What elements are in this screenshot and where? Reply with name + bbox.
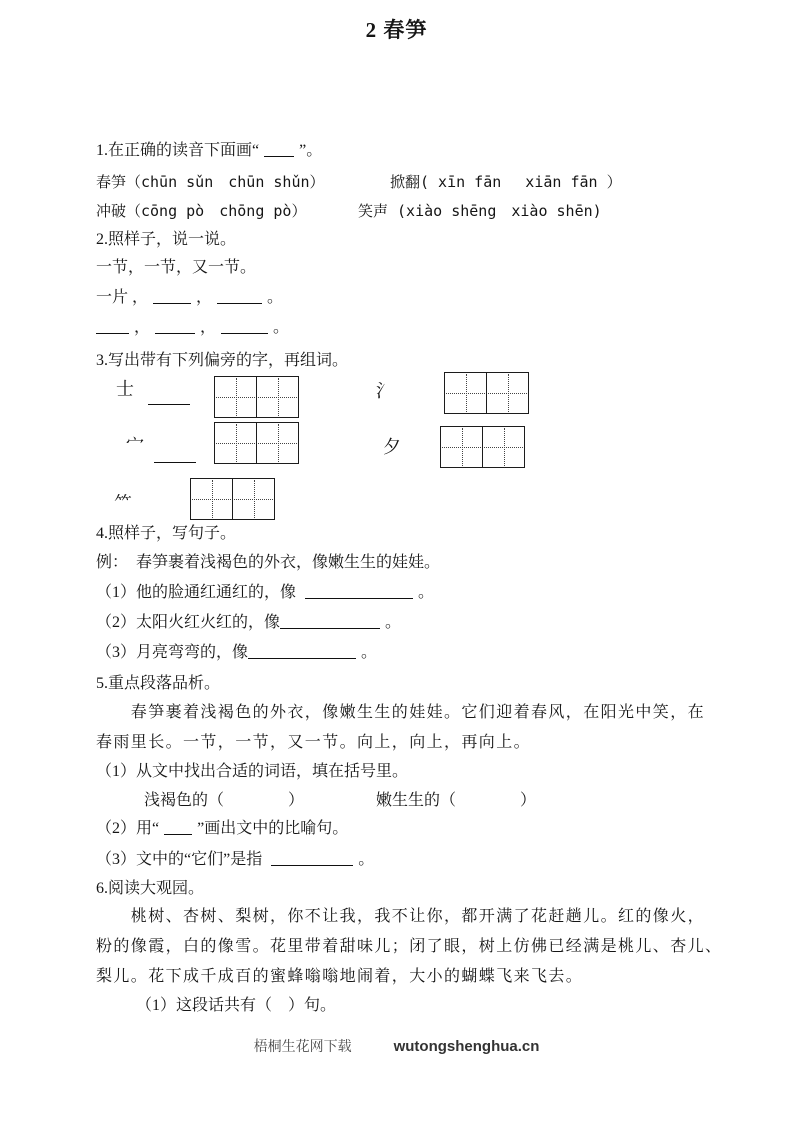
answer-blank bbox=[217, 288, 262, 304]
grid-cell bbox=[256, 377, 298, 417]
q2-prompt: 2.照样子，说一说。 bbox=[96, 231, 237, 248]
grid-cell bbox=[445, 373, 486, 413]
radical-shi: 士 bbox=[116, 379, 134, 399]
answer-line bbox=[148, 404, 190, 405]
q2-line2-end: 。 bbox=[273, 319, 290, 336]
q1-word-xianfan: 掀翻( xīn fān xiān fān ） bbox=[390, 173, 622, 191]
radical-mian: 宀 bbox=[126, 435, 144, 455]
q4-item2-text: （2）太阳火红火红的，像 bbox=[96, 614, 281, 631]
q5-prompt: 5.重点段落品析。 bbox=[96, 675, 221, 692]
grid-cell bbox=[256, 423, 298, 463]
writing-grid bbox=[440, 426, 525, 468]
q6-passage-line-3: 梨儿。花下成千成百的蜜蜂嗡嗡地闹着，大小的蝴蝶飞来飞去。 bbox=[96, 968, 584, 985]
radical-xi: 夕 bbox=[383, 437, 401, 457]
q1-word-chongpo: 冲破（cōng pò chōng pò） bbox=[96, 202, 307, 220]
answer-blank bbox=[155, 318, 195, 334]
grid-cell bbox=[486, 373, 528, 413]
q1-option-row-1 bbox=[96, 172, 756, 192]
q4-item-3 bbox=[96, 643, 756, 663]
q4-item3-end: 。 bbox=[361, 644, 378, 661]
grid-cell bbox=[215, 423, 256, 463]
q2-fill-line-2 bbox=[96, 318, 756, 338]
q6-item-1: （1）这段话共有（ ）句。 bbox=[96, 997, 337, 1014]
q2-line2-mid2: ， bbox=[200, 319, 217, 336]
q4-example: 例： 春笋裹着浅褐色的外衣，像嫩生生的娃娃。 bbox=[96, 554, 441, 571]
answer-blank bbox=[280, 613, 380, 629]
q4-item1-text: （1）他的脸通红通红的，像 bbox=[96, 584, 301, 601]
q1-prompt bbox=[96, 141, 756, 161]
page-title: 2 春笋 bbox=[365, 18, 428, 43]
radical-shui: 氵 bbox=[376, 381, 394, 401]
writing-grid bbox=[190, 478, 275, 520]
q5-passage-line-1: 春笋裹着浅褐色的外衣，像嫩生生的娃娃。它们迎着春风，在阳光中笑，在 bbox=[96, 704, 706, 721]
q1-prompt-post: ”。 bbox=[299, 142, 323, 159]
footer-site-name: 梧桐生花网下载 bbox=[253, 1040, 352, 1055]
q6-prompt: 6.阅读大观园。 bbox=[96, 880, 205, 897]
q2-line1-end: 。 bbox=[267, 289, 284, 306]
writing-grid bbox=[214, 376, 299, 418]
q6-passage-line-2: 粉的像霞，白的像雪。花里带着甜味儿；闭了眼，树上仿佛已经满是桃儿、杏儿、 bbox=[96, 938, 723, 955]
q3-radical-grid-area bbox=[96, 372, 736, 524]
grid-cell bbox=[215, 377, 256, 417]
q2-fill-line-1 bbox=[96, 288, 756, 308]
answer-blank bbox=[96, 318, 129, 334]
answer-blank bbox=[271, 850, 353, 866]
q1-option-row-2 bbox=[96, 201, 756, 221]
q2-line1-mid: ， bbox=[196, 289, 213, 306]
q4-item1-end: 。 bbox=[418, 584, 435, 601]
q3-prompt: 3.写出带有下列偏旁的字，再组词。 bbox=[96, 352, 349, 369]
q2-line2-mid1: ， bbox=[134, 319, 151, 336]
answer-blank bbox=[221, 318, 268, 334]
q2-example: 一节，一节，又一节。 bbox=[96, 259, 257, 276]
writing-grid bbox=[214, 422, 299, 464]
q4-item3-text: （3）月亮弯弯的，像 bbox=[96, 644, 249, 661]
q1-word-chunsun: 春笋（chūn sǔn chūn shǔn） bbox=[96, 173, 325, 191]
q4-item2-end: 。 bbox=[385, 614, 402, 631]
writing-grid bbox=[444, 372, 529, 414]
q5-item2-post: ”画出文中的比喻句。 bbox=[197, 820, 349, 837]
q1-word-xiaosheng: 笑声 (xiào shēng xiào shēn) bbox=[358, 202, 602, 220]
grid-cell bbox=[232, 479, 274, 519]
answer-line bbox=[154, 462, 196, 463]
q5-item-2 bbox=[96, 819, 756, 839]
answer-blank bbox=[153, 288, 191, 304]
q5-item-3 bbox=[96, 850, 756, 870]
page-footer bbox=[0, 1036, 793, 1056]
answer-blank bbox=[305, 583, 413, 599]
answer-blank bbox=[248, 643, 356, 659]
q5-item2-pre: （2）用“ bbox=[96, 820, 160, 837]
q5-item-1: （1）从文中找出合适的词语，填在括号里。 bbox=[96, 763, 409, 780]
q4-item-2 bbox=[96, 613, 756, 633]
radical-zhu: ⺮ bbox=[114, 493, 132, 513]
q4-prompt: 4.照样子，写句子。 bbox=[96, 525, 237, 542]
q1-underline-sample bbox=[264, 141, 294, 157]
q6-passage-line-1: 桃树、杏树、梨树，你不让我，我不让你，都开满了花赶趟儿。红的像火， bbox=[96, 908, 706, 925]
q2-line1-pre: 一片 ， bbox=[96, 289, 149, 306]
q4-item-1 bbox=[96, 583, 756, 603]
underline-sample bbox=[164, 819, 192, 835]
q5-item-1-fill: 浅褐色的（ ） 嫩生生的（ ） bbox=[96, 792, 537, 809]
footer-site-url[interactable]: wutongshenghua.cn bbox=[393, 1038, 540, 1055]
q5-item3-pre: （3）文中的“它们”是指 bbox=[96, 851, 267, 868]
q5-passage-line-2: 春雨里长。一节，一节，又一节。向上，向上，再向上。 bbox=[96, 734, 532, 751]
grid-cell bbox=[441, 427, 482, 467]
q1-prompt-pre: 1.在正确的读音下面画“ bbox=[96, 142, 260, 159]
grid-cell bbox=[482, 427, 524, 467]
grid-cell bbox=[191, 479, 232, 519]
q5-item3-end: 。 bbox=[358, 851, 375, 868]
